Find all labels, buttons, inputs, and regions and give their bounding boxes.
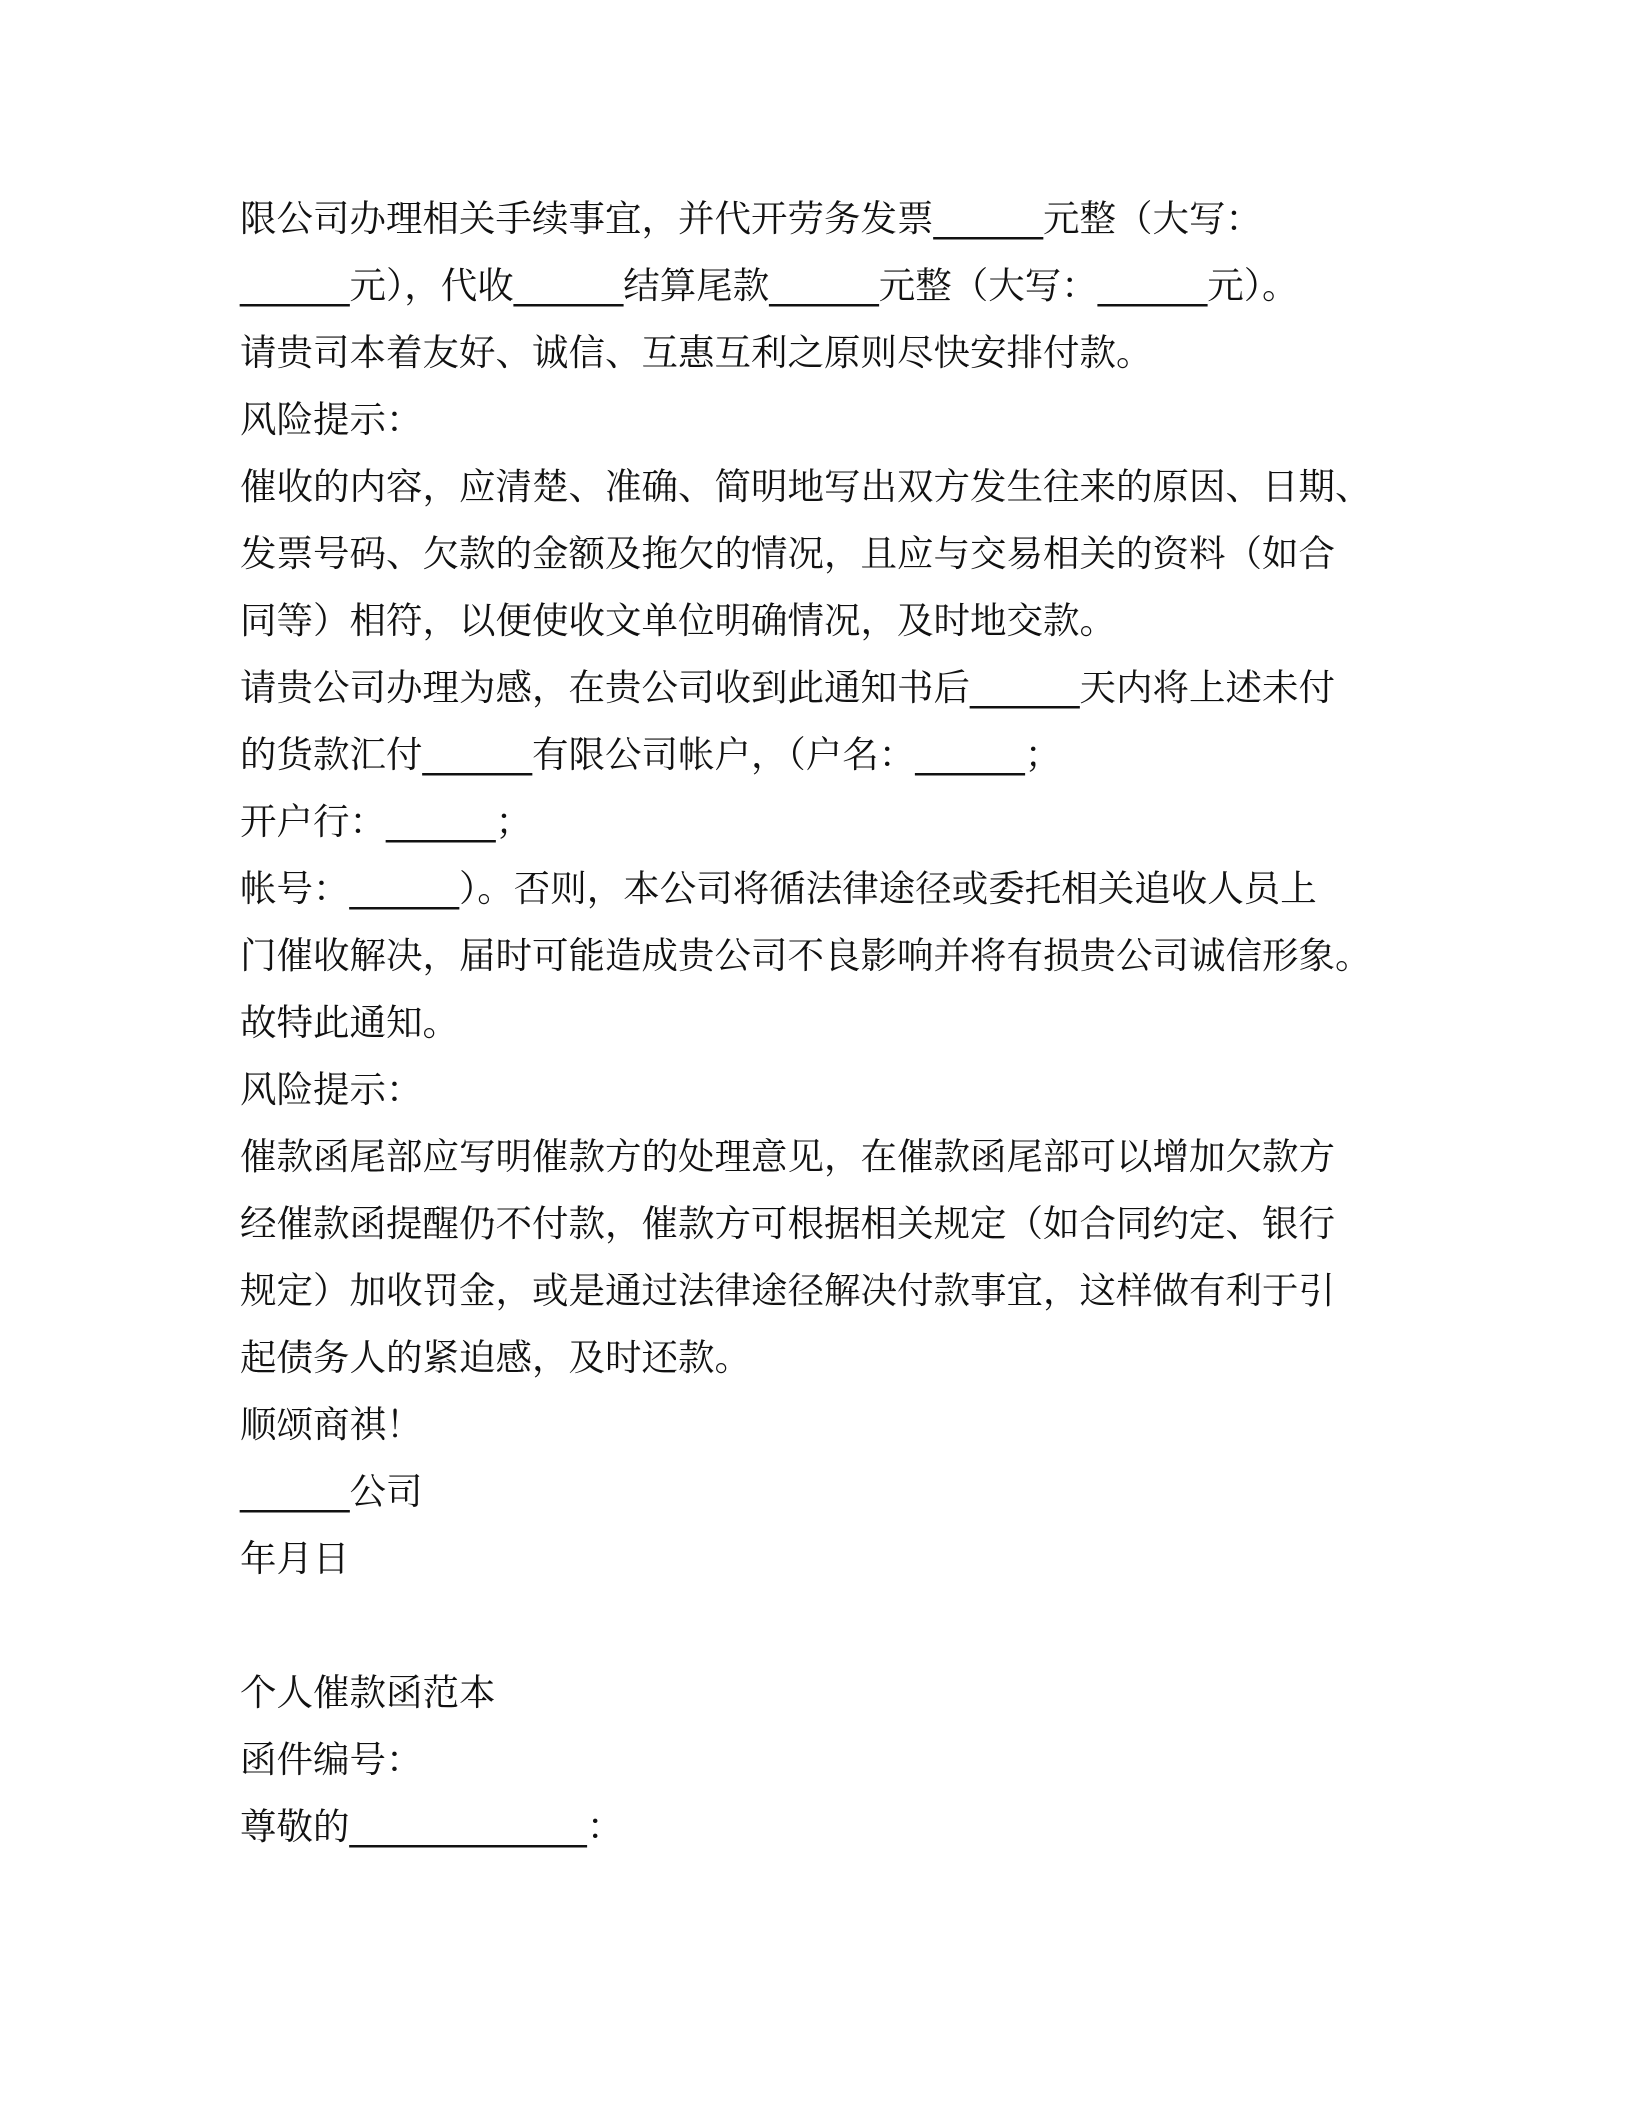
text-line: 发票号码、欠款的金额及拖欠的情况，且应与交易相关的资料（如合 [240,532,1335,575]
text-line: 起债务人的紧迫感，及时还款。 [240,1336,751,1379]
text-line: ______元），代收______结算尾款______元整（大写：______元）。 [240,264,1299,307]
text-line: 规定）加收罚金，或是通过法律途径解决付款事宜，这样做有利于引 [240,1269,1335,1312]
signature-date: 年月日 [240,1537,350,1580]
letter-number-label: 函件编号： [240,1738,423,1781]
section-gap [240,1592,1420,1659]
text-line: 限公司办理相关手续事宜，并代开劳务发票______元整（大写： [240,197,1262,240]
text-line: 的货款汇付______有限公司帐户，（户名：______； [240,733,1062,776]
text-line: 经催款函提醒仍不付款，催款方可根据相关规定（如合同约定、银行 [240,1202,1335,1245]
text-line: 门催收解决，届时可能造成贵公司不良影响并将有损贵公司诚信形象。 [240,934,1372,977]
text-line: 帐号：______）。否则，本公司将循法律途径或委托相关追收人员上 [240,867,1317,910]
text-line: 开户行：______； [240,800,532,843]
section-title: 个人催款函范本 [240,1671,496,1714]
text-line: 催款函尾部应写明催款方的处理意见，在催款函尾部可以增加欠款方 [240,1135,1335,1178]
text-line: 故特此通知。 [240,1001,459,1044]
closing-greeting: 顺颂商祺！ [240,1403,423,1446]
text-line: 请贵司本着友好、诚信、互惠互利之原则尽快安排付款。 [240,331,1153,374]
text-line: 催收的内容，应清楚、准确、简明地写出双方发生往来的原因、日期、 [240,465,1372,508]
risk-heading: 风险提示： [240,398,423,441]
salutation: 尊敬的_____________： [240,1805,624,1848]
text-line: 请贵公司办理为感，在贵公司收到此通知书后______天内将上述未付 [240,666,1335,709]
text-line: 同等）相符，以便使收文单位明确情况，及时地交款。 [240,599,1116,642]
risk-heading: 风险提示： [240,1068,423,1111]
signature-company: ______公司 [240,1470,423,1513]
document-body [240,185,1420,1860]
